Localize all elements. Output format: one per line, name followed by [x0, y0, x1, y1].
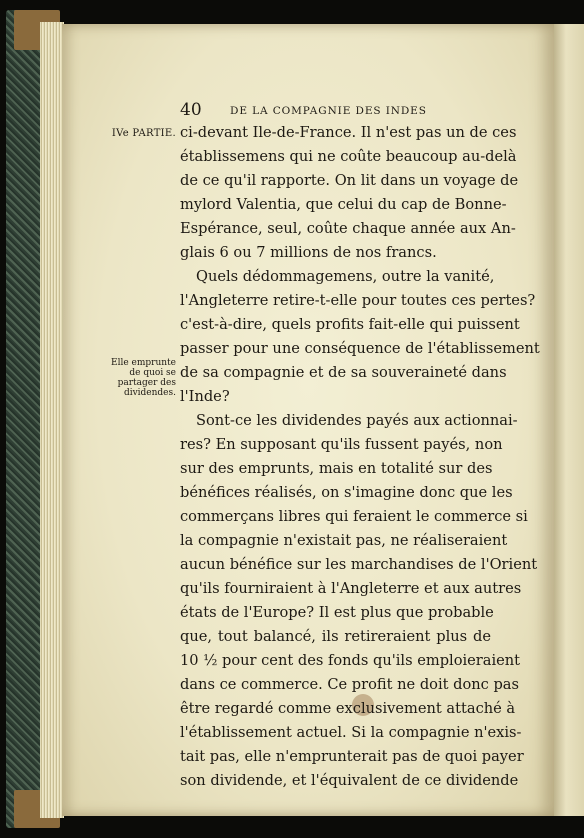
page-edges	[40, 22, 64, 818]
text-line: commerçans libres qui feraient le commerce si	[180, 508, 528, 525]
text-line: tait pas, elle n'emprunterait pas de quoi payer	[180, 748, 524, 765]
text-line: 10 ½ pour cent des fonds qu'ils emploieraient	[180, 652, 521, 669]
text-line: l'Angleterre retire-t-elle pour toutes ces pertes?	[180, 292, 536, 309]
text-line: glais 6 ou 7 millions de nos francs.	[180, 244, 437, 261]
text-line: aucun bénéfice sur les marchandises de l'Orient	[180, 556, 538, 573]
text-line: l'Inde?	[180, 388, 230, 405]
text-line: dans ce commerce. Ce profit ne doit donc pas	[180, 676, 519, 693]
text-line: états de l'Europe? Il est plus que probable	[180, 604, 494, 621]
running-head: DE LA COMPAGNIE DES INDES	[230, 105, 427, 117]
text-line: établissemens qui ne coûte beaucoup au-delà	[180, 148, 517, 165]
margin-note-line: de quoi se	[129, 368, 176, 378]
margin-note-line: dividendes.	[123, 388, 176, 398]
text-line: de sa compagnie et de sa souveraineté dans	[180, 364, 507, 381]
page-number: 40	[180, 100, 202, 120]
text-line: c'est-à-dire, quels profits fait-elle qui puissent	[180, 316, 520, 333]
text-line: ci-devant Ile-de-France. Il n'est pas un de ces	[180, 124, 517, 141]
text-line: que, tout balancé, ils retireraient plus de	[180, 628, 491, 645]
margin-note-dividends	[102, 358, 176, 398]
text-line: Sont-ce les dividendes payés aux actionnai-	[196, 412, 518, 429]
text-line: l'établissement actuel. Si la compagnie n'exis-	[180, 724, 522, 741]
text-line: Espérance, seul, coûte chaque année aux An-	[180, 220, 516, 237]
facing-page-edge	[554, 24, 584, 816]
margin-note-line: Elle emprunte	[111, 358, 176, 368]
text-line: res? En supposant qu'ils fussent payés, non	[180, 436, 503, 453]
text-line: qu'ils fourniraient à l'Angleterre et aux autres	[180, 580, 522, 597]
text-line: être regardé comme exclusivement attaché à	[180, 700, 516, 717]
text-line: sur des emprunts, mais en totalité sur des	[180, 460, 493, 477]
text-line: passer pour une conséquence de l'établissement	[180, 340, 540, 357]
text-line: mylord Valentia, que celui du cap de Bonne-	[180, 196, 507, 213]
text-line: Quels dédommagemens, outre la vanité,	[196, 268, 495, 285]
margin-note-line: partager des	[117, 378, 176, 388]
margin-note-part: IVe PARTIE.	[111, 128, 176, 139]
text-line: bénéfices réalisés, on s'imagine donc que les	[180, 484, 513, 501]
text-line: son dividende, et l'équivalent de ce dividende	[180, 772, 519, 789]
text-line: la compagnie n'existait pas, ne réaliseraient	[180, 532, 508, 549]
text-line: de ce qu'il rapporte. On lit dans un voyage de	[180, 172, 519, 189]
